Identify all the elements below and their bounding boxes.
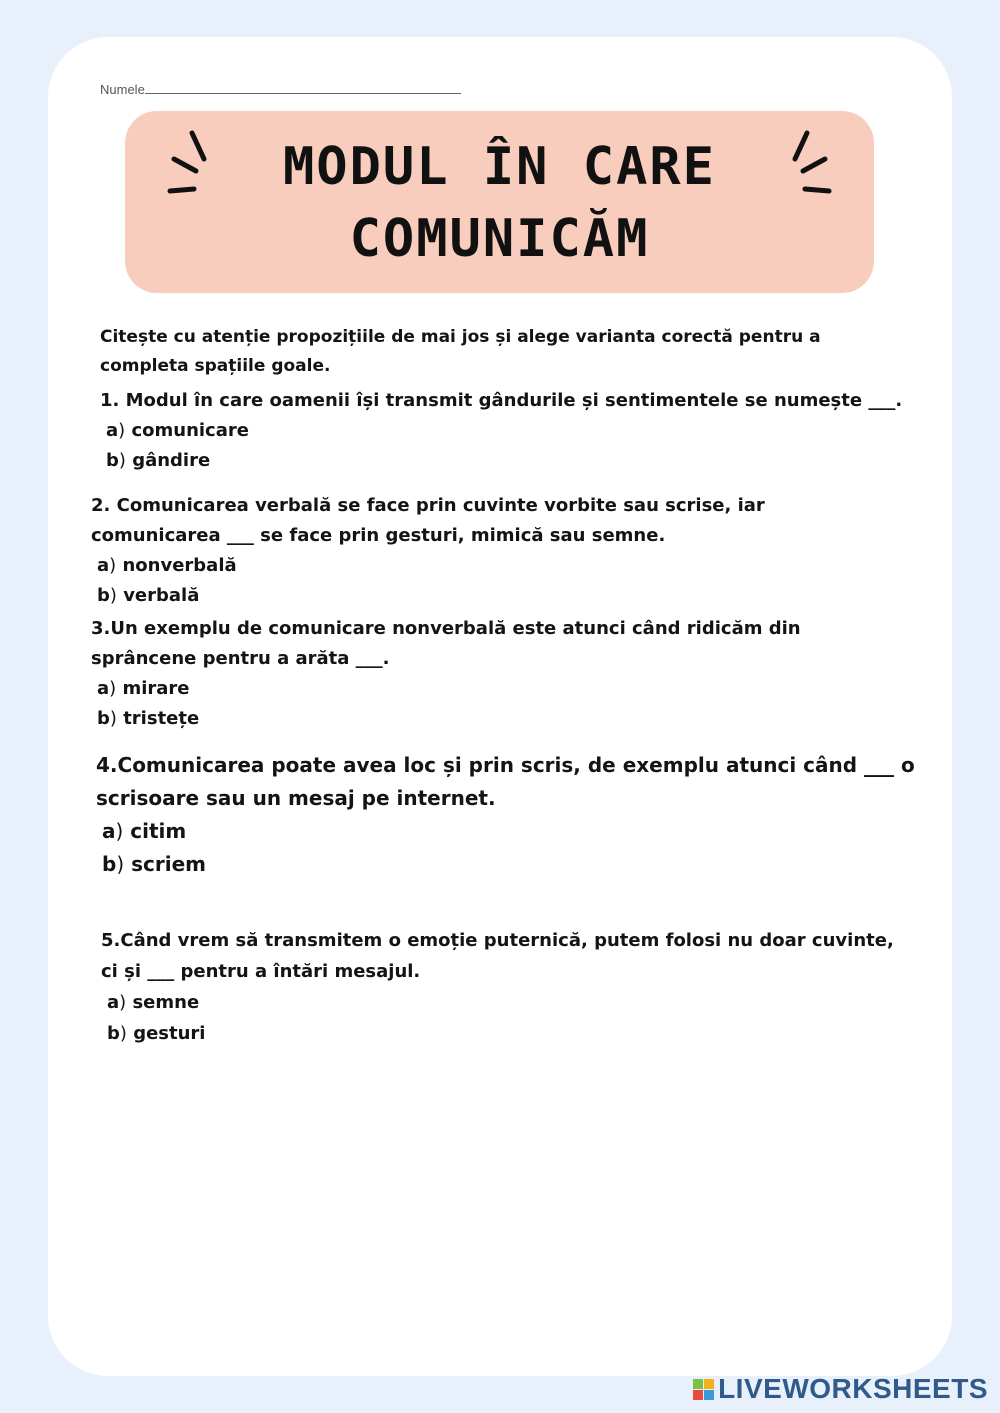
- name-field: [100, 81, 461, 97]
- name-blank-line[interactable]: [145, 81, 461, 94]
- title-line-1: MODUL ÎN CARE: [283, 137, 716, 197]
- option-b[interactable]: b) scriem: [102, 852, 206, 876]
- question-2: [91, 491, 871, 611]
- title-banner: [125, 111, 874, 293]
- question-3: [91, 614, 871, 734]
- logo-text: LIVEWORKSHEETS: [718, 1373, 988, 1404]
- option-b[interactable]: b) gândire: [106, 450, 211, 471]
- liveworksheets-logo[interactable]: [693, 1372, 988, 1406]
- question-4: [96, 749, 936, 881]
- question-5: [101, 925, 901, 1049]
- burst-right-icon: [779, 129, 839, 199]
- instructions: Citește cu atenție propozițiile de mai jos și alege varianta corectă pentru a completa spațiile goale.: [100, 327, 821, 376]
- question-1: [100, 386, 940, 476]
- question-text: 1. Modul în care oamenii își transmit gândurile și sentimentele se numește ___.: [100, 390, 903, 411]
- question-text: 2. Comunicarea verbală se face prin cuvinte vorbite sau scrise, iar comunicarea ___ se face prin gesturi, mimică sau semne.: [91, 495, 765, 546]
- option-b[interactable]: b) gesturi: [107, 1023, 206, 1044]
- option-a[interactable]: a) mirare: [97, 678, 190, 699]
- option-a[interactable]: a) citim: [102, 819, 187, 843]
- question-text: 4.Comunicarea poate avea loc și prin scris, de exemplu atunci când ___ o scrisoare sau un mesaj pe internet.: [96, 753, 915, 810]
- option-b[interactable]: b) verbală: [97, 585, 200, 606]
- question-text: 3.Un exemplu de comunicare nonverbală este atunci când ridicăm din sprâncene pentru a arăta ___.: [91, 618, 801, 669]
- title-line-2: COMUNICĂM: [349, 209, 650, 269]
- option-a[interactable]: a) comunicare: [106, 420, 249, 441]
- page-title: [125, 131, 874, 275]
- option-a[interactable]: a) nonverbală: [97, 555, 237, 576]
- option-a[interactable]: a) semne: [107, 992, 200, 1013]
- logo-mark-icon: [693, 1379, 714, 1400]
- option-b[interactable]: b) tristețe: [97, 708, 200, 729]
- name-label: Numele: [100, 82, 145, 97]
- question-text: 5.Când vrem să transmitem o emoție puternică, putem folosi nu doar cuvinte, ci și ___ pentru a întări mesajul.: [101, 930, 894, 982]
